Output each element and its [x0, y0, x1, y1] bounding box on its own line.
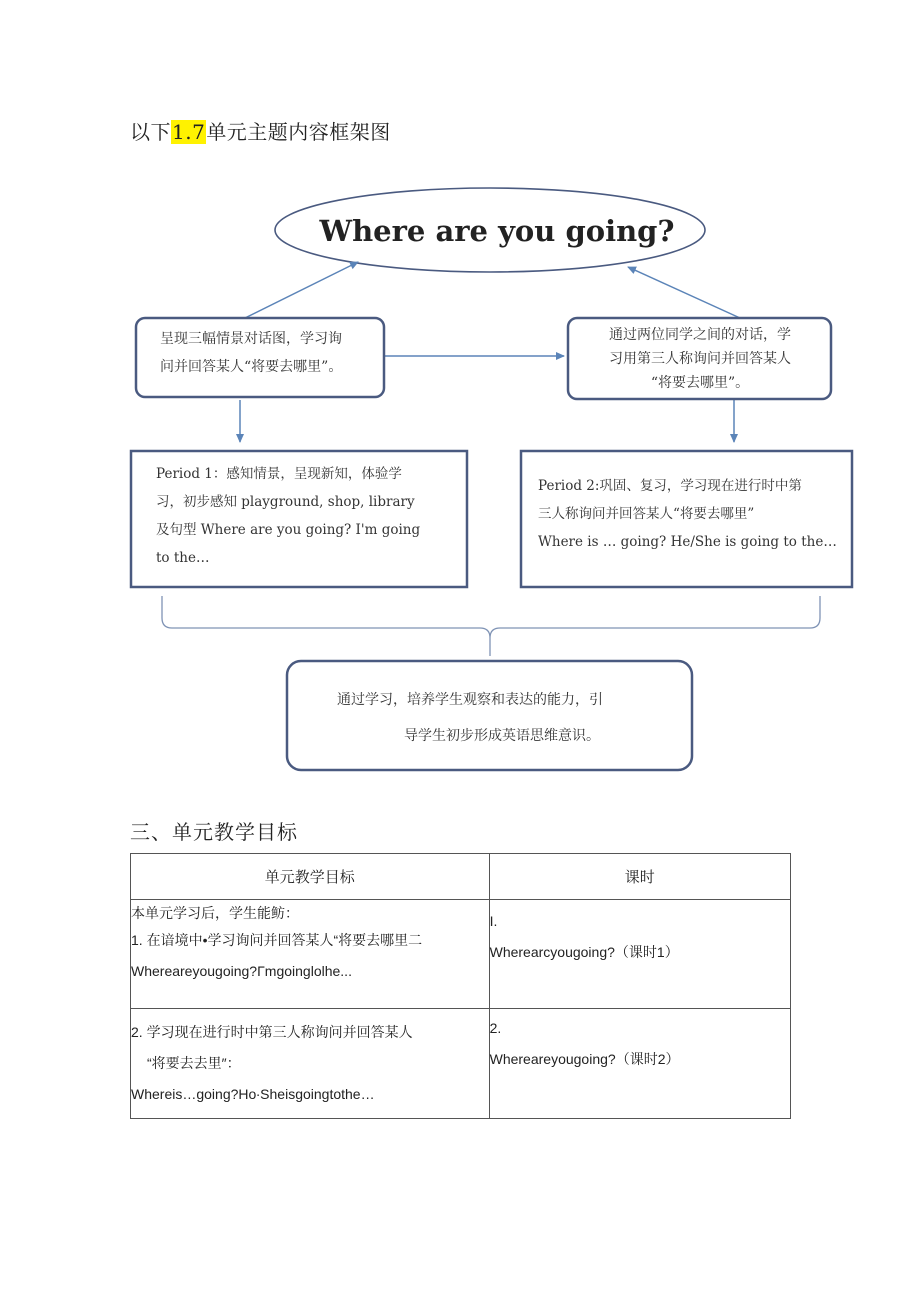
text-line: 通过学习，培养学生观察和表达的能力，引	[337, 692, 603, 708]
text-line: 导学生初步形成英语思维意识。	[404, 728, 600, 744]
diagram-title: Where are you going?	[319, 214, 675, 248]
cell-line: Whereareyougoing?Γmgoinglolhe...	[131, 963, 352, 979]
text-line: 习用第三人称询问并回答某人	[609, 351, 791, 367]
heading-suffix: 单元主题内容框架图	[206, 120, 391, 144]
table-row	[131, 1009, 791, 1119]
table-header: 单元教学目标	[131, 854, 490, 900]
cell-line: 2. 学习现在进行时中第三人称询问并回答某人	[131, 1024, 413, 1040]
lesson-cell	[489, 1009, 790, 1119]
text-line: Where is … going? He/She is going to the…	[538, 534, 837, 550]
lesson-cell	[489, 900, 790, 1009]
section-title: 三、单元教学目标	[130, 820, 298, 844]
period1-text	[156, 460, 461, 572]
table-header-row	[131, 854, 791, 900]
text-line: 习，初步感知 playground, shop, library	[156, 494, 415, 510]
heading-highlight: 1.7	[172, 120, 206, 144]
cell-line: “将要去去里″：	[147, 1055, 241, 1071]
cell-line: 2.	[489, 1020, 502, 1036]
arrow-left-up	[245, 262, 358, 318]
text-line: Period 1：感知情景，呈现新知，体验学	[156, 466, 402, 482]
cell-line: Wherearcyougoing?（课时1）	[489, 944, 679, 960]
text-line: 及句型 Where are you going? I'm going	[156, 522, 421, 538]
cell-line: I.	[489, 913, 498, 929]
text-line: 呈现三幅情景对话图，学习询	[160, 331, 342, 347]
heading-prefix: 以下	[130, 120, 171, 144]
table-row	[131, 900, 791, 1009]
text-line: Period 2:巩固、复习，学习现在进行时中第	[538, 478, 802, 494]
cell-line: 本单元学习后，学生能鲂：	[131, 905, 299, 921]
left-context-text	[160, 325, 342, 381]
text-line: 通过两位同学之间的对话，学	[609, 327, 791, 343]
goal-cell	[131, 1009, 490, 1119]
goals-table	[130, 853, 791, 1119]
goal-cell	[131, 900, 490, 1009]
text-line: to the…	[156, 550, 210, 566]
summary-text	[337, 682, 667, 754]
right-context-text	[574, 323, 826, 395]
text-line: 问并回答某人“将要去哪里”。	[160, 359, 343, 375]
cell-line: 1. 在谙境中•学习询问并回答某人“将要去哪里二	[131, 932, 423, 948]
cell-line: Whereis…going?Ho∙Sheisgoingtothe…	[131, 1086, 375, 1102]
table-header: 课时	[489, 854, 790, 900]
text-line: “将要去哪里”。	[650, 375, 750, 391]
text-line: 三人称询问并回答某人“将要去哪里”	[538, 506, 755, 522]
cell-line: Whereareyougoing?（课时2）	[489, 1051, 680, 1067]
brace	[162, 596, 820, 656]
period2-text	[538, 472, 848, 556]
arrow-right-up	[628, 267, 740, 318]
